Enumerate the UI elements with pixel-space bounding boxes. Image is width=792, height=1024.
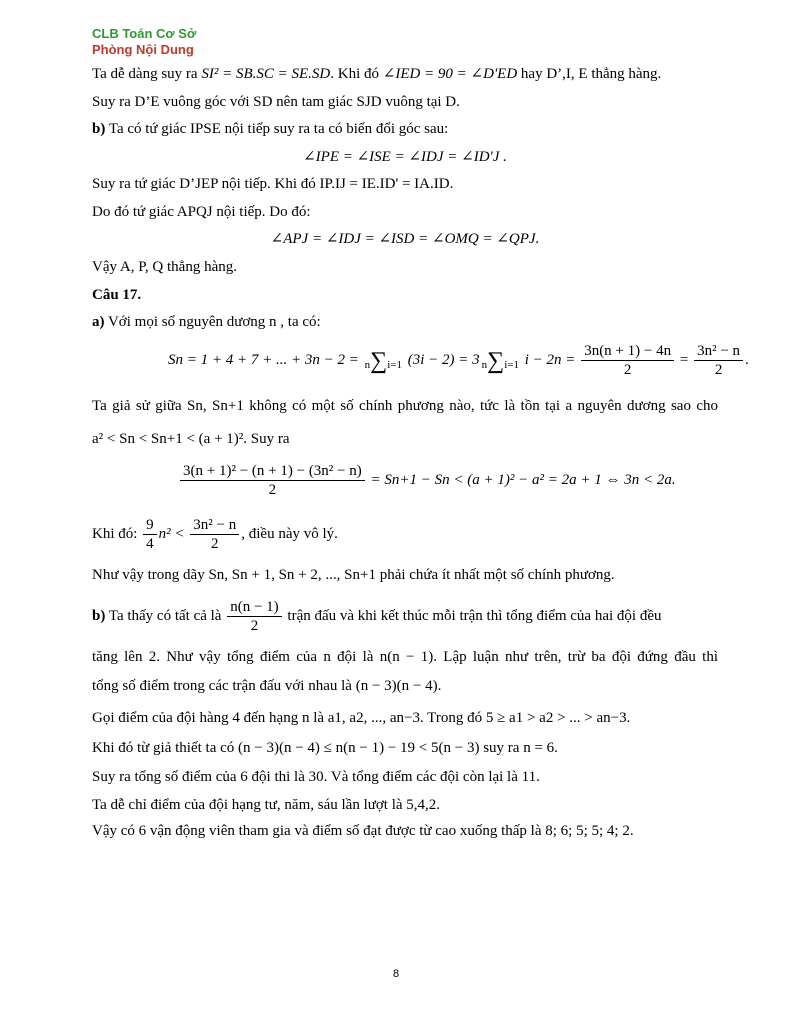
- text-line: a² < Sn < Sn+1 < (a + 1)². Suy ra: [92, 431, 290, 447]
- text-line: Khi đó: $\frac{9}{4}$ n² < $\frac{\text{3n² − n}}{2}$ , điều này vô lý.: [92, 517, 338, 552]
- text-line: Khi đó từ giả thiết ta có (n − 3)(n − 4) ≤ n(n − 1) − 19 < 5(n − 3) suy ra n = 6.: [92, 740, 558, 756]
- fraction: $\frac{9}{4}$: [143, 516, 157, 553]
- text-line: Vậy A, P, Q thẳng hàng.: [92, 259, 237, 275]
- math-line: ∠APJ = ∠IDJ = ∠ISD = ∠OMQ = ∠QPJ.: [270, 231, 540, 247]
- text-line: tổng số điểm trong các trận đấu với nhau là (n − 3)(n − 4).: [92, 678, 442, 694]
- section-heading: Câu 17.: [92, 287, 142, 303]
- text-line: Ta dễ dàng suy ra SI² = SB.SC = SE.SD. Khi đó ∠IED = 90 = ∠D'ED hay D’,I, E thẳng hàng.: [92, 66, 662, 82]
- text-line: b) Ta thấy có tất cả là $\frac{n(n - 1)}{2}$ trận đấu và khi kết thúc mỗi trận thì tổng điểm của hai đội đều: [92, 599, 662, 634]
- text-line: Vậy có 6 vận động viên tham gia và điểm số đạt được từ cao xuống thấp là 8; 6; 5; 5; 4; 2.: [92, 823, 634, 839]
- text-line: Ta dễ chỉ điểm của đội hạng tư, năm, sáu lần lượt là 5,4,2.: [92, 797, 441, 813]
- sum-symbol: n∑i=1: [481, 347, 520, 374]
- text-line: tăng lên 2. Như vậy tổng điểm của n đội là n(n − 1). Lập luận như trên, trừ ba đội đứng đầu thì: [92, 649, 718, 665]
- text-line: Ta giả sử giữa Sn, Sn+1 không có một số chính phương nào, tức là tồn tại a nguyên dương sao cho: [92, 398, 718, 414]
- sum-symbol: n∑i=1: [364, 347, 402, 374]
- equation-sum: Sn = 1 + 4 + 7 + ... + 3n − 2 = n∑i=1 (3i − 2) = 3 n∑i=1 i − 2n = $\frac{3n(n + 1) - 4n}{2}$ = $\frac{\text{3n² − n}}{2}$ .: [168, 343, 749, 378]
- text-line: b) Ta có tứ giác IPSE nội tiếp suy ra ta có biến đổi góc sau:: [92, 121, 449, 137]
- text-line: Suy ra tứ giác D’JEP nội tiếp. Khi đó IP.IJ = IE.ID' = IA.ID.: [92, 176, 454, 192]
- text-line: Gọi điểm của đội hàng 4 đến hạng n là a1, a2, ..., an−3. Trong đó 5 ≥ a1 > a2 > ... > an−3.: [92, 710, 631, 726]
- department-name: Phòng Nội Dung: [92, 42, 194, 57]
- club-name: CLB Toán Cơ Sở: [92, 26, 197, 41]
- page-number: 8: [392, 968, 400, 980]
- equation-difference: $\frac{\text{3(n + 1)² − (n + 1) − (3n² − n)}}{2}$ = Sn+1 − Sn < (a + 1)² − a² = 2a + 1 ⇔ 3n < 2a.: [178, 462, 718, 499]
- fraction: $\frac{n(n - 1)}{2}$: [227, 598, 281, 635]
- text-line: Do đó tứ giác APQJ nội tiếp. Do đó:: [92, 204, 311, 220]
- text-line: Suy ra D’E vuông góc với SD nên tam giác SJD vuông tại D.: [92, 94, 460, 110]
- text-line: Như vậy trong dãy Sn, Sn + 1, Sn + 2, ..., Sn+1 phải chứa ít nhất một số chính phương.: [92, 567, 615, 583]
- fraction: $\frac{\text{3n² − n}}{2}$: [694, 342, 743, 379]
- fraction: $\frac{\text{3(n + 1)² − (n + 1) − (3n² − n)}}{2}$: [180, 462, 365, 499]
- fraction: $\frac{3n(n + 1) - 4n}{2}$: [581, 342, 674, 379]
- text-line: a) Với mọi số nguyên dương n , ta có:: [92, 314, 321, 330]
- math-line: ∠IPE = ∠ISE = ∠IDJ = ∠ID'J .: [303, 149, 507, 165]
- fraction: $\frac{\text{3n² − n}}{2}$: [190, 516, 239, 553]
- text-line: Suy ra tổng số điểm của 6 đội thi là 30. Và tổng điểm các đội còn lại là 11.: [92, 769, 540, 785]
